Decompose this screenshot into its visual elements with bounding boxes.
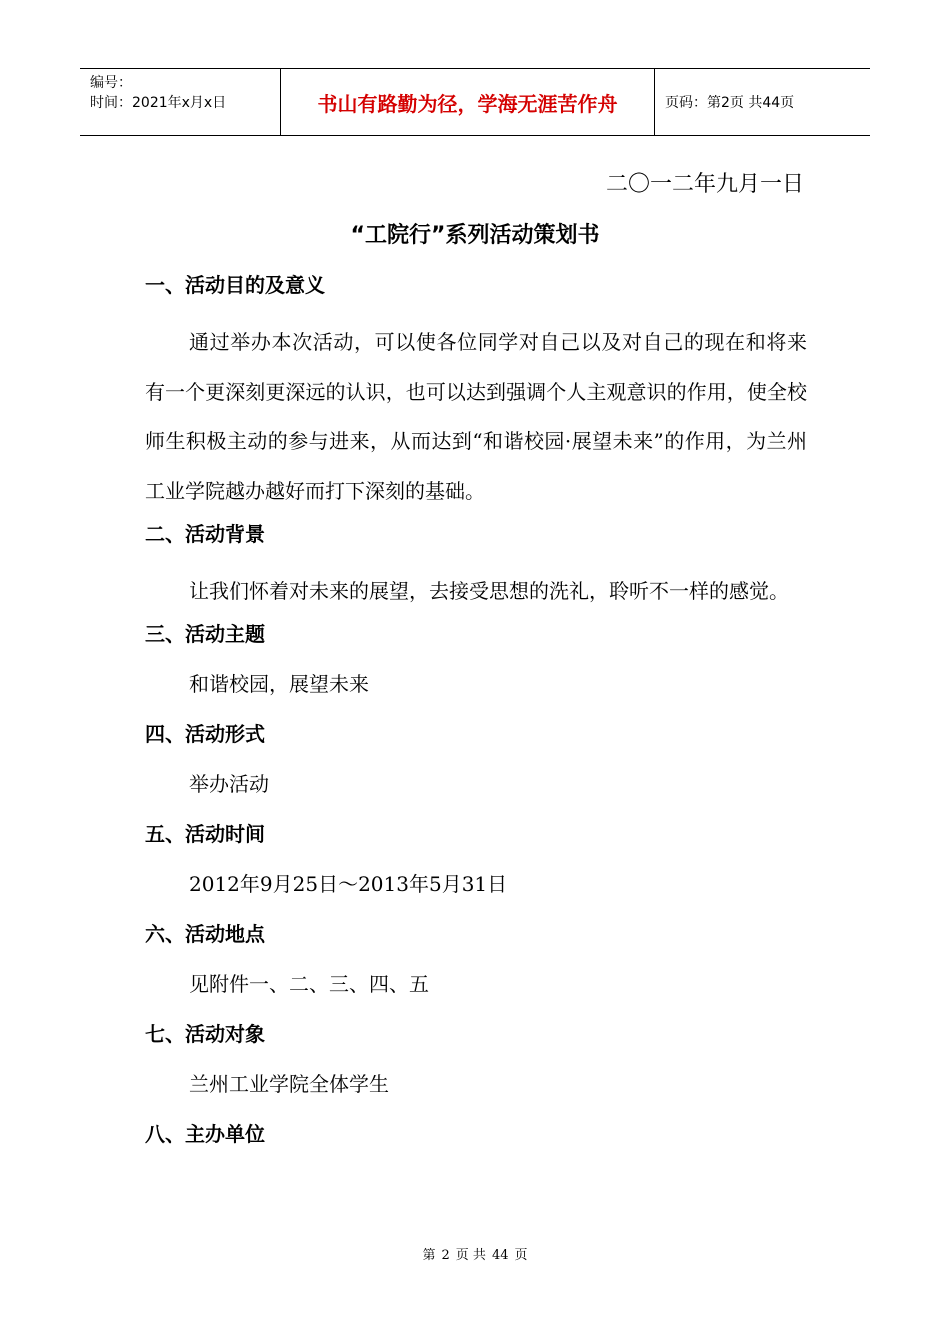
footer-mid: 页 共 (455, 1248, 486, 1263)
footer-total-pages: 44 (491, 1248, 509, 1263)
section-heading-purpose: 一、活动目的及意义 (145, 273, 325, 297)
section-body-audience: 兰州工业学院全体学生 (189, 1071, 389, 1096)
section-body-theme: 和谐校园，展望未来 (189, 671, 369, 696)
section-body-background: 让我们怀着对未来的展望，去接受思想的洗礼，聆听不一样的感觉。 (189, 578, 789, 603)
section-heading-theme: 三、活动主题 (145, 621, 265, 646)
section-heading-audience: 七、活动对象 (145, 1021, 265, 1046)
section-heading-time: 五、活动时间 (145, 821, 265, 846)
header-motto: 书山有路勤为径，学海无涯苦作舟 (281, 69, 655, 135)
section-body-purpose: 通过举办本次活动，可以使各位同学对自己以及对自己的现在和将来有一个更深刻更深远的认识，也可以达到强调个人主观意识的作用，使全校师生积极主动的参与进来，从而达到“和谐校园·展望未来”的作用，为兰州工业学院越办越好而打下深刻的基础。 (145, 330, 807, 504)
footer-current-page: 2 (441, 1248, 450, 1263)
section-body-format: 举办活动 (189, 771, 269, 796)
page-footer (0, 1246, 950, 1266)
header-page-info: 页码：第2页 共44页 (665, 95, 795, 111)
section-heading-organizer: 八、主办单位 (145, 1121, 265, 1146)
section-heading-location: 六、活动地点 (145, 921, 265, 946)
document-date: 二〇一二年九月一日 (605, 172, 804, 197)
section-heading-format: 四、活动形式 (145, 721, 265, 746)
section-body-location: 见附件一、二、三、四、五 (189, 971, 429, 996)
section-body-time: 2012年9月25日～2013年5月31日 (189, 871, 508, 896)
header-meta-cell (80, 69, 281, 135)
page-header (80, 68, 870, 136)
footer-prefix: 第 (422, 1248, 436, 1263)
section-heading-background: 二、活动背景 (145, 521, 265, 546)
document-body (145, 268, 807, 1167)
header-time-label: 时间：2021年x月x日 (90, 95, 227, 111)
header-number-label: 编号： (90, 75, 132, 91)
footer-suffix: 页 (514, 1248, 528, 1263)
document-title: “工院行”系列活动策划书 (350, 223, 600, 248)
